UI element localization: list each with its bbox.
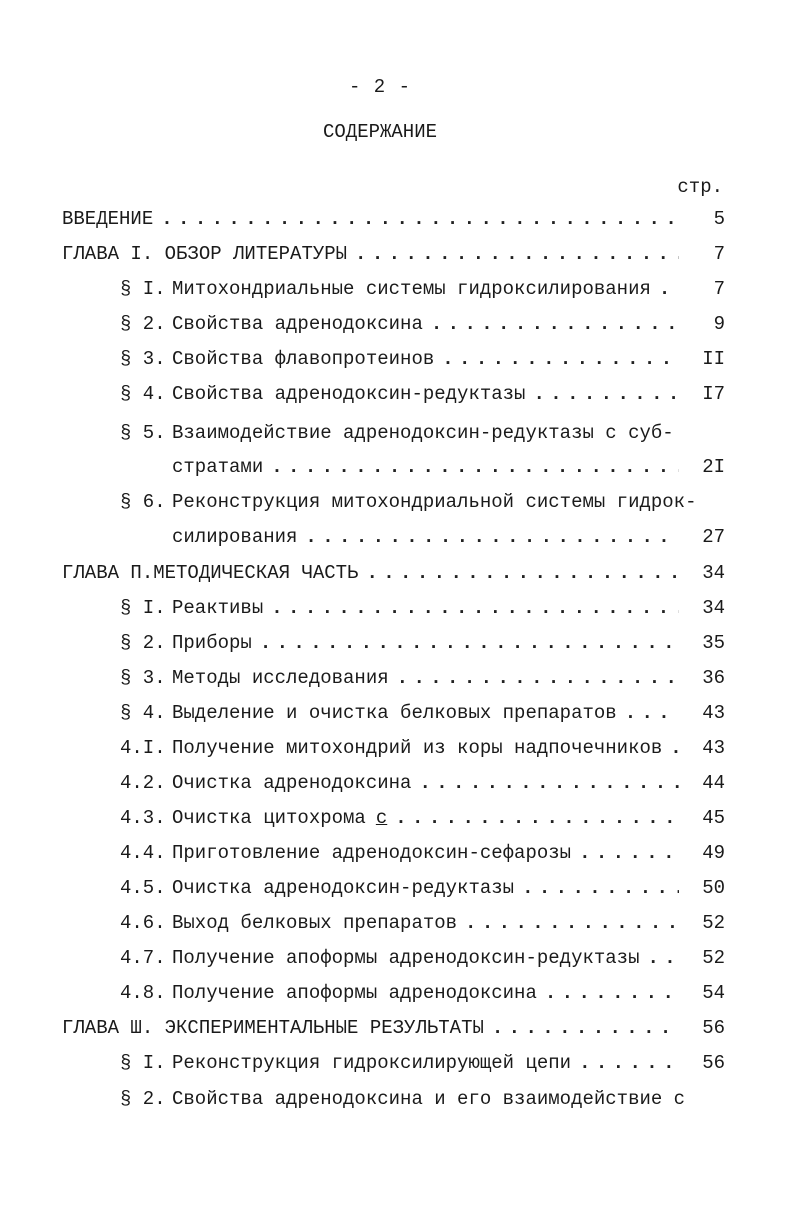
toc-entry [120,667,725,693]
toc-entry [120,702,725,728]
toc-entry-page: 7 [713,278,725,300]
toc-entry-label: стратами [172,456,264,478]
toc-leader-dots [161,208,679,230]
toc-entry-label: Свойства флавопротеинов [172,348,435,370]
page-title: СОДЕРЖАНИЕ [322,121,438,143]
toc-entry [120,632,725,658]
toc-entry-number: § 2. [120,1088,166,1110]
toc-entry-page: 2I [702,456,725,478]
toc-entry-label: Взаимодействие адренодоксин-редуктазы с суб- [172,422,674,444]
toc-entry-page: 52 [702,912,725,934]
toc-entry-label-suffix: с [375,807,388,829]
toc-entry-page: 34 [702,562,725,584]
toc-entry [120,348,725,374]
toc-entry-label: Свойства адренодоксина [172,313,423,335]
toc-entry-number: § 4. [120,702,166,724]
toc-leader-dots [465,912,679,934]
toc-entry-number: 4.2. [120,772,166,794]
toc-entry-label: Свойства адренодоксин-редуктазы [172,383,526,405]
toc-entry-page: 52 [702,947,725,969]
toc-entry [120,278,725,304]
toc-entry-number: 4.5. [120,877,166,899]
toc-entry-label: ГЛАВА Ш. ЭКСПЕРИМЕНТАЛЬНЫЕ РЕЗУЛЬТАТЫ [62,1017,484,1039]
toc-leader-dots [271,597,679,619]
toc-entry-label: Приборы [172,632,252,654]
toc-entry [62,243,725,269]
toc-leader-dots [647,947,679,969]
toc-entry-page: 43 [702,702,725,724]
toc-entry [120,982,725,1008]
toc-entry [120,383,725,409]
toc-entry-label: Приготовление адренодоксин-сефарозы [172,842,572,864]
toc-leader-dots [431,313,679,335]
toc-entry-page: 43 [702,737,725,759]
toc-entry-label: Очистка адренодоксин-редуктазы [172,877,515,899]
toc-entry [62,1017,725,1043]
toc-leader-dots [366,562,679,584]
toc-entry-number: § I. [120,597,166,619]
toc-entry-number: § 3. [120,348,166,370]
toc-entry-page: 45 [702,807,725,829]
toc-entry-page: 5 [713,208,725,230]
toc-leader-dots [659,278,679,300]
toc-entry [120,1052,725,1078]
toc-entry-number: § 2. [120,632,166,654]
toc-leader-dots [271,456,679,478]
toc-leader-dots [397,667,679,689]
toc-entry [120,877,725,903]
toc-leader-dots [545,982,679,1004]
toc-entry-number: § 5. [120,422,166,444]
toc-entry-label: силирования [172,526,298,548]
toc-entry-page: 35 [702,632,725,654]
toc-entry [120,597,725,623]
toc-entry-label: Реконструкция митохондриальной системы гидрок- [172,491,697,513]
toc-entry-label: Очистка адренодоксина [172,772,412,794]
toc-leader-dots [305,526,679,548]
toc-entry-number: § I. [120,278,166,300]
toc-entry-page: 9 [713,313,725,335]
toc-leader-dots [355,243,679,265]
toc-leader-dots [260,632,679,654]
toc-entry-page: 54 [702,982,725,1004]
toc-entry-number: 4.8. [120,982,166,1004]
toc-entry [120,737,725,763]
toc-entry [120,912,725,938]
toc-entry [120,313,725,339]
toc-entry-label: Реконструкция гидроксилирующей цепи [172,1052,572,1074]
toc-entry [120,526,725,552]
toc-entry [120,456,725,482]
toc-entry-label: Получение апоформы адренодоксин-редуктазы [172,947,640,969]
toc-entry [120,1088,725,1114]
toc-entry-label: Получение митохондрий из коры надпочечников [172,737,663,759]
toc-entry [120,807,725,833]
toc-entry-page: 7 [713,243,725,265]
toc-entry-label: Митохондриальные системы гидроксилирования [172,278,651,300]
toc-leader-dots [579,842,679,864]
toc-entry-label: ВВЕДЕНИЕ [62,208,154,230]
toc-entry-page: 27 [702,526,725,548]
toc-entry-page: 44 [702,772,725,794]
toc-entry-page: 36 [702,667,725,689]
toc-leader-dots [579,1052,679,1074]
page-column-label: стр. [677,176,723,198]
toc-entry [120,772,725,798]
toc-entry-number: § 2. [120,313,166,335]
toc-entry-number: § I. [120,1052,166,1074]
toc-entry-page: I7 [702,383,725,405]
toc-leader-dots [522,877,679,899]
toc-entry-label: Получение апоформы адренодоксина [172,982,537,1004]
toc-entry-label: Свойства адренодоксина и его взаимодействие с [172,1088,686,1110]
toc-entry-label: Выход белковых препаратов [172,912,458,934]
toc-entry-number: 4.7. [120,947,166,969]
toc-entry-page: 34 [702,597,725,619]
toc-entry-page: 50 [702,877,725,899]
toc-entry-number: 4.6. [120,912,166,934]
toc-entry-label: Очистка цитохрома [172,807,366,829]
toc-entry [120,491,725,517]
toc-entry-label: Выделение и очистка белковых препаратов [172,702,617,724]
toc-entry [62,562,725,588]
toc-entry-label: Методы исследования [172,667,389,689]
toc-entry-page: 56 [702,1052,725,1074]
toc-entry [120,422,725,448]
toc-entry [62,208,725,234]
toc-leader-dots [533,383,679,405]
toc-entry-number: 4.4. [120,842,166,864]
toc-entry-number: 4.3. [120,807,166,829]
toc-entry-number: § 6. [120,491,166,513]
toc-leader-dots [419,772,679,794]
toc-entry [120,947,725,973]
toc-entry-label: ГЛАВА П.МЕТОДИЧЕСКАЯ ЧАСТЬ [62,562,359,584]
toc-entry-number: § 3. [120,667,166,689]
toc-entry-number: 4.I. [120,737,166,759]
toc-leader-dots [395,807,679,829]
toc-leader-dots [492,1017,679,1039]
page-number: - 2 - [348,76,411,98]
toc-entry-label: ГЛАВА I. ОБЗОР ЛИТЕРАТУРЫ [62,243,348,265]
toc-entry-label: Реактивы [172,597,264,619]
toc-entry-page: II [702,348,725,370]
toc-entry [120,842,725,868]
toc-entry-number: § 4. [120,383,166,405]
toc-leader-dots [670,737,679,759]
toc-entry-page: 49 [702,842,725,864]
toc-leader-dots [442,348,679,370]
toc-leader-dots [625,702,679,724]
toc-entry-page: 56 [702,1017,725,1039]
